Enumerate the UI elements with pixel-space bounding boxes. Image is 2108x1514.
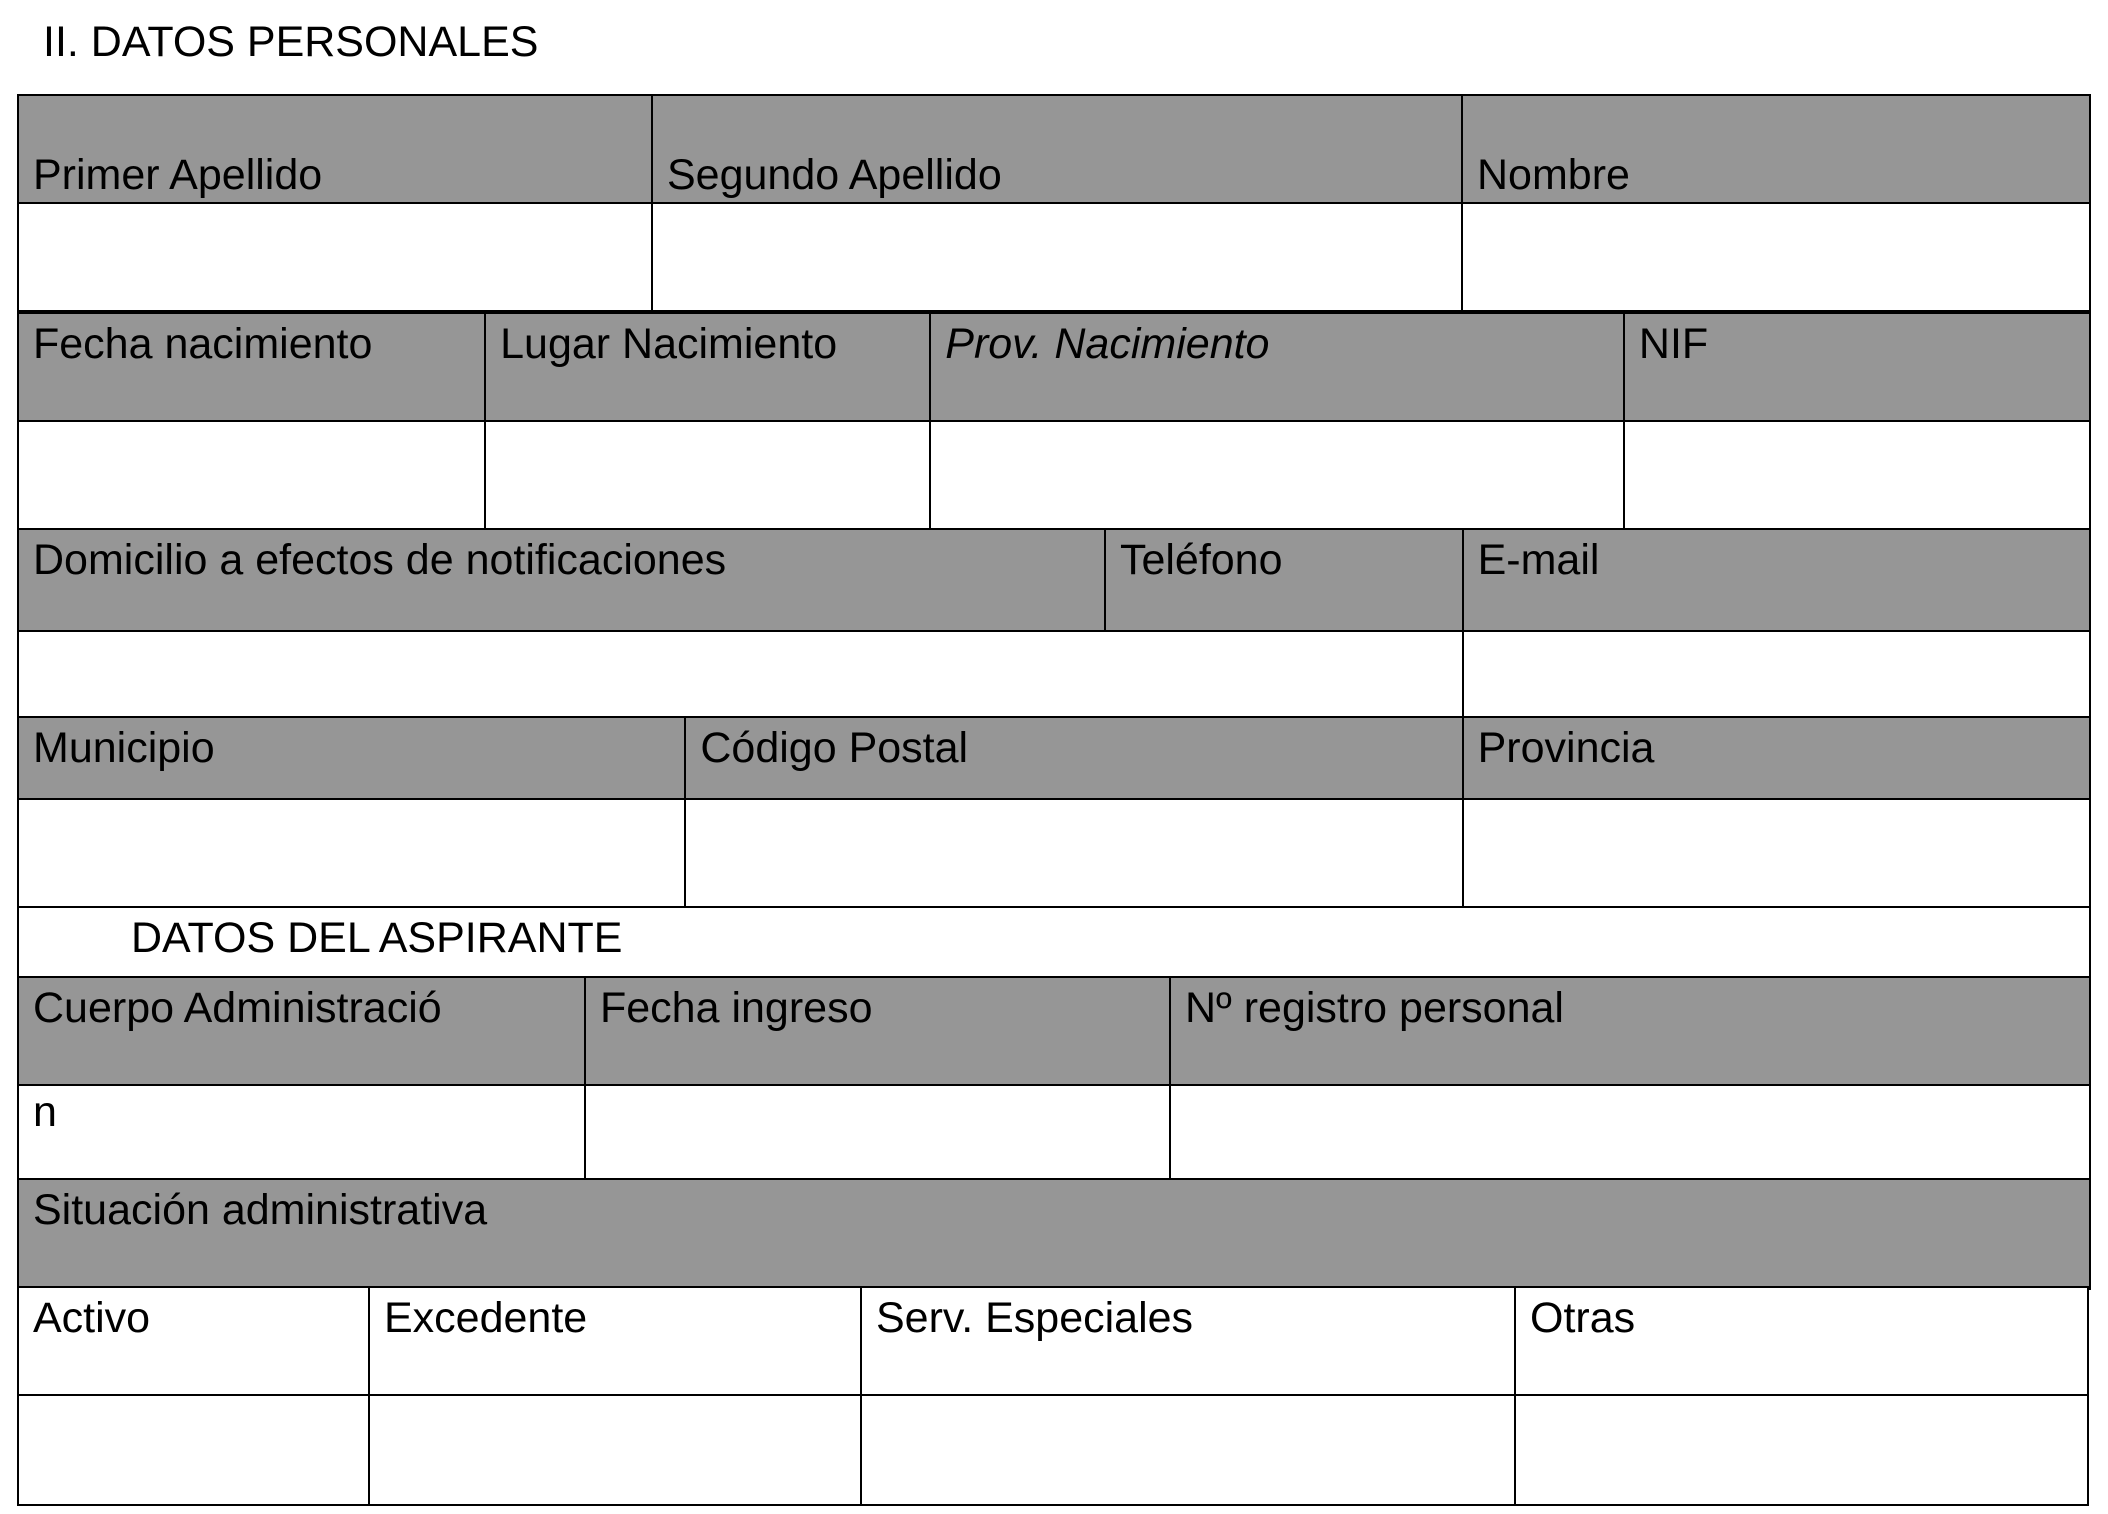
otras-field[interactable] xyxy=(1514,1394,2089,1506)
address-header-row xyxy=(17,718,2091,802)
birth-input-row xyxy=(17,422,2091,532)
activo-label: Activo xyxy=(17,1286,370,1398)
situacion-input-row xyxy=(17,1396,2091,1506)
fecha-ingreso-label: Fecha ingreso xyxy=(584,976,1171,1088)
excedente-field[interactable] xyxy=(368,1394,862,1506)
address-input-row xyxy=(17,800,2091,910)
lugar-nacimiento-field[interactable] xyxy=(484,420,931,532)
fecha-nacimiento-label: Fecha nacimiento xyxy=(17,312,486,424)
email-field[interactable] xyxy=(1462,630,2091,720)
nombre-label: Nombre xyxy=(1461,94,2091,206)
provincia-field[interactable] xyxy=(1462,798,2091,910)
aspirante-header-row xyxy=(17,978,2091,1088)
email-label: E-mail xyxy=(1462,528,2091,634)
prov-nacimiento-label: Prov. Nacimiento xyxy=(929,312,1625,424)
cuerpo-label: Cuerpo Administració xyxy=(17,976,586,1088)
situacion-title-row xyxy=(17,1180,2091,1290)
segundo-apellido-field[interactable] xyxy=(651,202,1463,312)
codigo-postal-label: Código Postal xyxy=(684,716,1463,802)
activo-field[interactable] xyxy=(17,1394,370,1506)
otras-label: Otras xyxy=(1514,1286,2089,1398)
birth-header-row xyxy=(17,314,2091,424)
contact-input-row xyxy=(17,632,2091,720)
telefono-label: Teléfono xyxy=(1104,528,1464,634)
primer-apellido-label: Primer Apellido xyxy=(17,94,653,206)
registro-personal-label: Nº registro personal xyxy=(1169,976,2091,1088)
aspirante-title-row xyxy=(17,908,2091,980)
municipio-label: Municipio xyxy=(17,716,686,802)
serv-especiales-label: Serv. Especiales xyxy=(860,1286,1516,1398)
aspirante-title: DATOS DEL ASPIRANTE xyxy=(17,906,2091,980)
lugar-nacimiento-label: Lugar Nacimiento xyxy=(484,312,931,424)
nif-label: NIF xyxy=(1623,312,2091,424)
serv-especiales-field[interactable] xyxy=(860,1394,1516,1506)
name-header-row xyxy=(17,96,2091,206)
cuerpo-field[interactable]: n xyxy=(17,1084,586,1182)
excedente-label: Excedente xyxy=(368,1286,862,1398)
primer-apellido-field[interactable] xyxy=(17,202,653,312)
aspirante-input-row xyxy=(17,1086,2091,1182)
domicilio-label: Domicilio a efectos de notificaciones xyxy=(17,528,1106,634)
municipio-field[interactable] xyxy=(17,798,686,910)
registro-personal-field[interactable] xyxy=(1169,1084,2091,1182)
situacion-title: Situación administrativa xyxy=(17,1178,2091,1290)
codigo-postal-field[interactable] xyxy=(684,798,1463,910)
fecha-ingreso-field[interactable] xyxy=(584,1084,1171,1182)
name-input-row xyxy=(17,204,2091,312)
contact-header-row xyxy=(17,530,2091,634)
situacion-options-row xyxy=(17,1288,2091,1398)
nif-field[interactable] xyxy=(1623,420,2091,532)
prov-nacimiento-field[interactable] xyxy=(929,420,1625,532)
segundo-apellido-label: Segundo Apellido xyxy=(651,94,1463,206)
fecha-nacimiento-field[interactable] xyxy=(17,420,486,532)
section-title: II. DATOS PERSONALES xyxy=(43,18,539,66)
nombre-field[interactable] xyxy=(1461,202,2091,312)
domicilio-telefono-field[interactable] xyxy=(17,630,1464,720)
provincia-label: Provincia xyxy=(1462,716,2091,802)
